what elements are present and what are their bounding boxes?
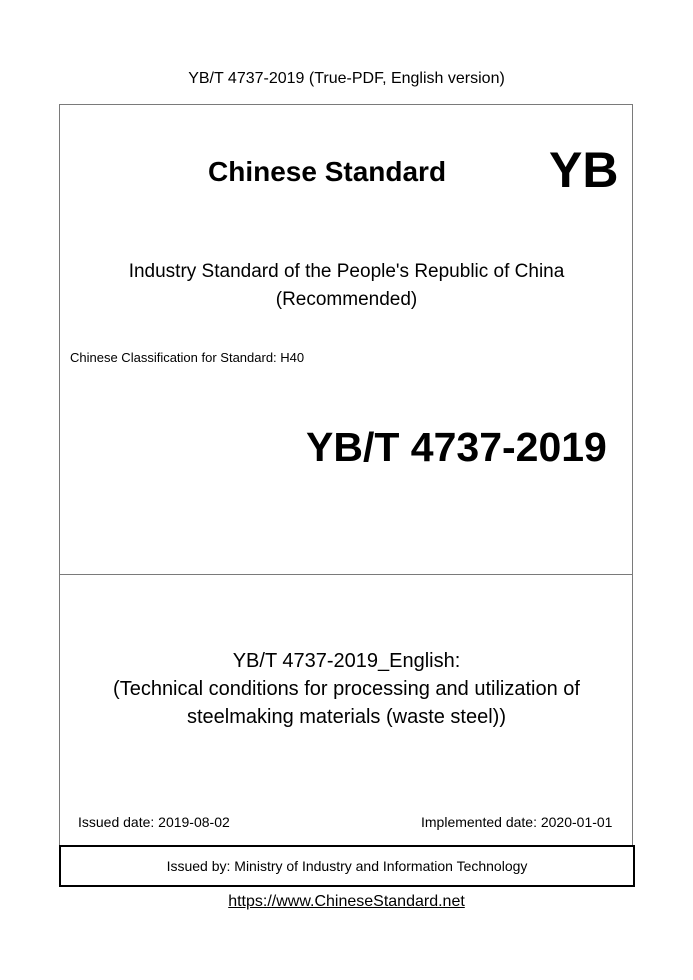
implemented-date: Implemented date: 2020-01-01: [421, 814, 613, 830]
industry-line-1: Industry Standard of the People's Republic of China: [128, 261, 565, 282]
industry-line-2: (Recommended): [275, 289, 418, 310]
industry-standard-caption: [0, 258, 693, 314]
english-title-line-3: steelmaking materials (waste steel)): [187, 706, 506, 728]
footer: [0, 893, 693, 911]
classification-label: Chinese Classification for Standard: H40: [70, 350, 305, 365]
issuer-box: [59, 845, 635, 887]
issuer-text: Issued by: Ministry of Industry and Information Technology: [166, 858, 528, 874]
website-link[interactable]: https://www.ChineseStandard.net: [228, 893, 465, 910]
english-title-line-2: (Technical conditions for processing and utilization of: [113, 678, 580, 700]
document-header: YB/T 4737-2019 (True-PDF, English version): [188, 70, 505, 87]
standard-code-prefix: YB: [549, 142, 619, 198]
english-title: [0, 647, 693, 731]
cover-title: Chinese Standard: [208, 156, 447, 187]
standard-number: YB/T 4737-2019: [306, 424, 607, 470]
english-title-line-1: YB/T 4737-2019_English:: [232, 650, 461, 672]
issued-date: Issued date: 2019-08-02: [78, 814, 230, 830]
